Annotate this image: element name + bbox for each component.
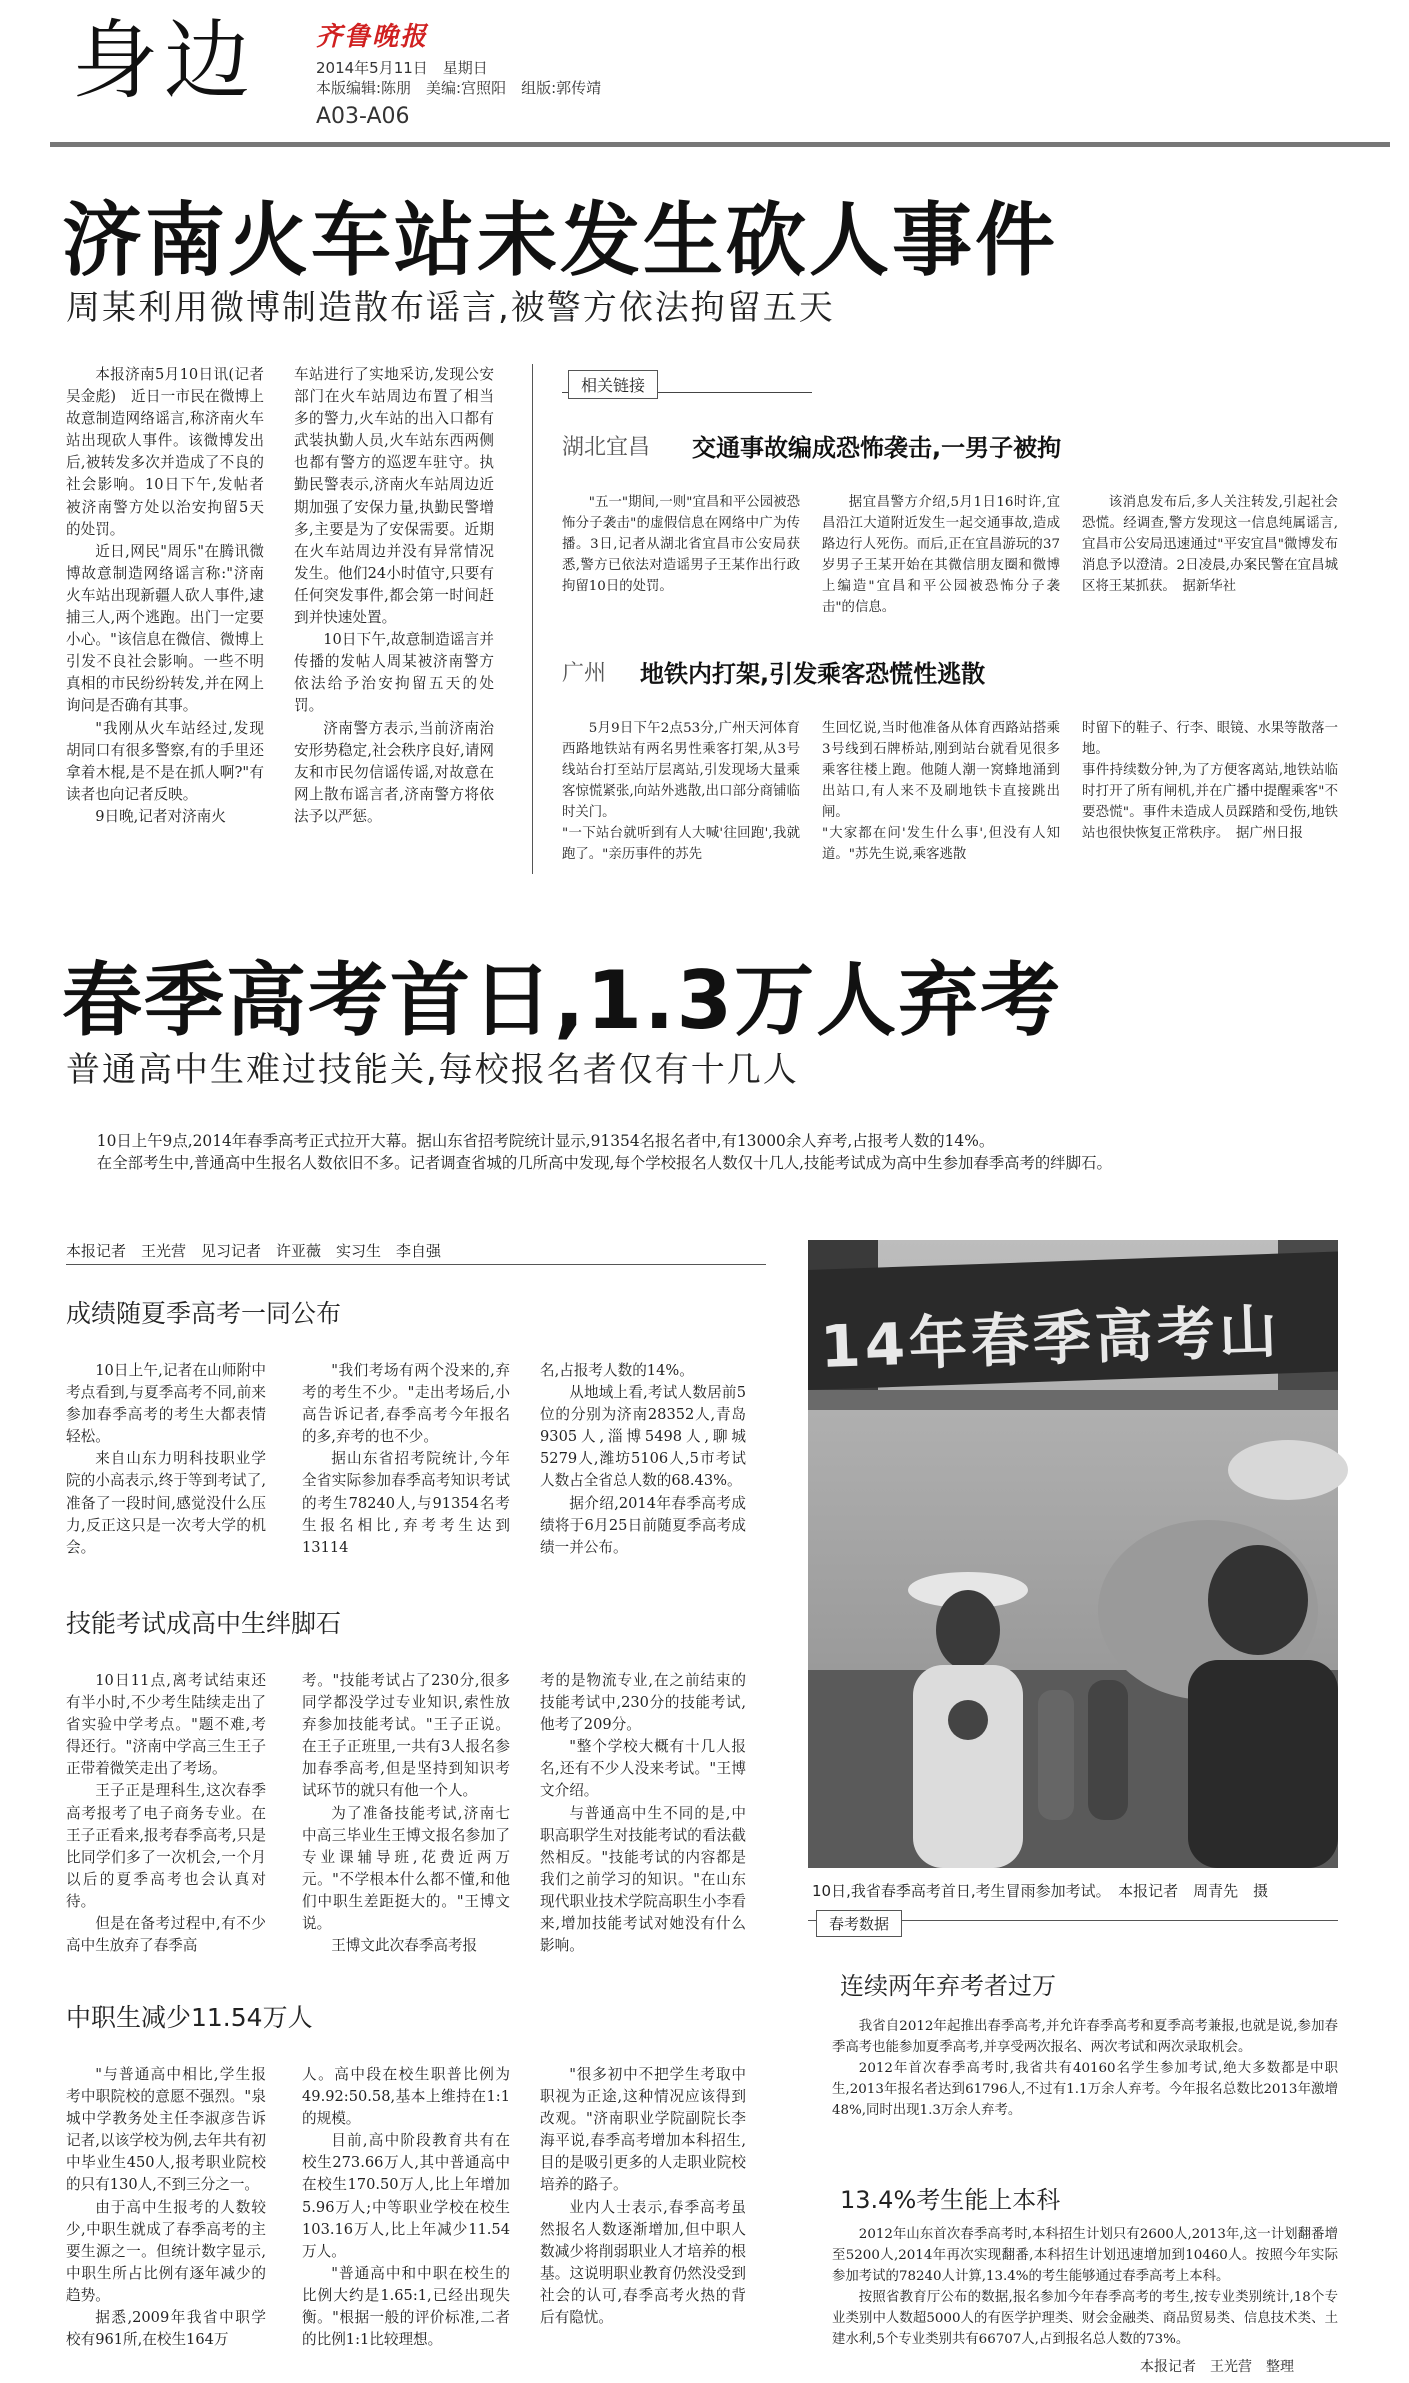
issue-date: 2014年5月11日 星期日 — [316, 59, 488, 77]
paragraph: 10日上午,记者在山师附中考点看到,与夏季高考不同,前来参加春季高考的考生大都表情轻松。 — [66, 1362, 266, 1446]
paragraph: "整个学校大概有十几人报名,还有不少人没来考试。"王博文介绍。 — [540, 1738, 746, 1800]
paragraph: 该消息发布后,多人关注转发,引起社会恐慌。经调查,警方发现这一信息纯属谣言,宜昌市公安局迅速通过"平安宜昌"微博发布消息予以澄清。2日凌晨,办案民警在宜昌城区将王某抓获。 据新华社 — [1082, 495, 1338, 594]
sec3-col-2 — [302, 2064, 510, 2364]
paragraph: 来自山东力明科技职业学院的小高表示,终于等到考试了,准备了一段时间,感觉没什么压力,反正这只是一次考大学的机会。 — [66, 1450, 266, 1556]
story1-subhead: 周某利用微博制造散布谣言,被警方依法拘留五天 — [66, 288, 835, 328]
paragraph: 9日晚,记者对济南火 — [95, 807, 226, 825]
related1-place: 湖北宜昌 — [562, 435, 651, 460]
paragraph: 时留下的鞋子、行李、眼镜、水果等散落一地。 事件持续数分钟,为了方便客离站,地铁站临时打开了所有闸机,并在广播中提醒乘客"不要恐慌"。事件未造成人员踩踏和受伤,地铁站也很快恢复正常秩序。 据广州日报 — [1082, 721, 1338, 841]
sidebar-sec1-title: 连续两年弃考者过万 — [840, 1972, 1056, 2000]
paragraph: 业内人士表示,春季高考虽然报名人数逐渐增加,但中职人数减少将削弱职业人才培养的根基。这说明职业教育仍然没受到社会的认可,春季高考火热的背后有隐忧。 — [540, 2198, 746, 2327]
related2-col-1 — [562, 718, 800, 870]
related1-col-2 — [822, 492, 1060, 624]
paragraph: 名,占报考人数的14%。 — [540, 1362, 694, 1379]
paragraph: 为了准备技能考试,济南七中高三毕业生王博文报名参加了专业课辅导班,花费近两万元。"不学根本什么都不懂,和他们中职生差距挺大的。"王博文说。 — [302, 1804, 510, 1933]
paragraph: 据山东省招考院统计,今年全省实际参加春季高考知识考试的考生78240人,与91354名考生报名相比,弃考考生达到13114 — [302, 1450, 510, 1556]
paragraph: 从地域上看,考试人数居前5位的分别为济南28352人,青岛9305人,淄博5498人,聊城5279人,潍坊5106人,5市考试人数占全省总人数的68.43%。 — [540, 1384, 746, 1490]
paragraph: 考的是物流专业,在之前结束的技能考试中,230分的技能考试,他考了209分。 — [540, 1672, 746, 1734]
paragraph: 王子正是理科生,这次春季高考报考了电子商务专业。在王子正看来,报考春季高考,只是比同学们多了一次机会,一个月以后的夏季高考也会认真对待。 — [66, 1782, 266, 1910]
sec3-col-3 — [540, 2064, 746, 2364]
related2-col-2 — [822, 718, 1060, 870]
paragraph: 人。高中段在校生职普比例为49.92:50.58,基本上维持在1:1的规模。 — [302, 2066, 510, 2128]
sec2-col-1 — [66, 1670, 266, 1970]
related-label: 相关链接 — [568, 370, 658, 399]
related1-title: 交通事故编成恐怖袭击,一男子被拘 — [692, 434, 1062, 462]
sec1-col-2 — [302, 1360, 510, 1582]
editor-credits: 本版编辑:陈朋 美编:宫照阳 组版:郭传靖 — [316, 79, 602, 97]
byline-rule — [66, 1264, 766, 1265]
sec1-col-3 — [540, 1360, 746, 1582]
paragraph: 据宜昌警方介绍,5月1日16时许,宜昌沿江大道附近发生一起交通事故,造成路边行人死伤。而后,正在宜昌游玩的37岁男子王某开始在其微信朋友圈和微博上编造"宜昌和平公园被恐怖分子袭击"的信息。 — [822, 495, 1060, 615]
sidebar-byline: 本报记者 王光营 整理 — [1140, 2359, 1294, 2375]
page-range: A03-A06 — [316, 104, 410, 129]
paragraph: 由于高中生报考的人数较少,中职生就成了春季高考的主要生源之一。但统计数字显示,中职生所占比例有逐年减少的趋势。 — [66, 2198, 266, 2304]
paragraph: 济南警方表示,当前济南治安形势稳定,社会秩序良好,请网友和市民勿信谣传谣,对故意在网上散布谣言者,济南警方将依法予以严惩。 — [294, 719, 494, 825]
paragraph: 10日11点,离考试结束还有半小时,不少考生陆续走出了省实验中学考点。"题不难,考得还行。"济南中学高三生王子正带着微笑走出了考场。 — [66, 1672, 266, 1778]
related2-col-3 — [1082, 718, 1338, 870]
paragraph: 我省自2012年起推出春季高考,并允许春季高考和夏季高考兼报,也就是说,参加春季高考也能参加夏季高考,并享受两次报名、两次考试和两次录取机会。 — [832, 2019, 1338, 2055]
related1-col-1 — [562, 492, 800, 624]
related2-place: 广州 — [562, 661, 607, 686]
paragraph: 近日,网民"周乐"在腾讯微博故意制造网络谣言称:"济南火车站出现新疆人砍人事件,逮捕三人,两个逃跑。出门一定要小心。"该信息在微信、微博上引发不良社会影响。一些不明真相的市民纷纷转发,并在网上询问是否确有其事。 — [66, 542, 264, 715]
story2-subhead: 普通高中生难过技能关,每校报名者仅有十几人 — [66, 1050, 799, 1090]
paragraph: "我刚从火车站经过,发现胡同口有很多警察,有的手里还拿着木棍,是不是在抓人啊?"有读者也向记者反映。 — [66, 719, 264, 803]
paragraph: 10日下午,故意制造谣言并传播的发帖人周某被济南警方依法给予治安拘留五天的处罚。 — [294, 631, 494, 715]
masthead-rule — [50, 142, 1390, 147]
paragraph: 车站进行了实地采访,发现公安部门在火车站周边布置了相当多的警力,火车站的出入口都有武装执勤人员,火车站东西两侧也都有警方的巡逻车驻守。执勤民警表示,济南火车站周边近期加强了安保力量,执勤民警增多,主要是为了安保需要。近期在火车站周边并没有异常情况发生。他们24小时值守,只要有任何突发事件,都会第一时间赶到并快速处置。 — [294, 366, 494, 627]
paragraph: "普通高中和中职在校生的比例大约是1.65:1,已经出现失衡。"根据一般的评价标准,二者的比例1:1比较理想。 — [302, 2264, 510, 2349]
paragraph: 据介绍,2014年春季高考成绩将于6月25日前随夏季高考成绩一并公布。 — [540, 1494, 746, 1556]
related1-col-3 — [1082, 492, 1338, 624]
paragraph: 5月9日下午2点53分,广州天河体育西路地铁站有两名男性乘客打架,从3号线站台打至站厅层离站,引发现场大量乘客惊慌紧张,向站外逃散,出口部分商铺临时关门。 "一下站台就听到有人大喊'往回跑',我就跑了。"亲历事件的苏先 — [562, 721, 800, 862]
paragraph: 但是在备考过程中,有不少高中生放弃了春季高 — [66, 1915, 266, 1955]
paragraph: 2012年山东首次春季高考时,本科招生计划只有2600人,2013年,这一计划翻番增至5200人,2014年再次实现翻番,本科招生计划迅速增加到10460人。按照今年实际参加考试的78240人计算,13.4%的考生能够通过春季高考上本科。 — [832, 2227, 1338, 2284]
story1-headline: 济南火车站未发生砍人事件 — [62, 194, 1058, 287]
sec1-title: 成绩随夏季高考一同公布 — [66, 1299, 342, 1328]
sidebar-sec1-body — [832, 2016, 1338, 2182]
story2-lead — [66, 1130, 1216, 1174]
paragraph: "我们考场有两个没来的,弃考的考生不少。"走出考场后,小高告诉记者,春季高考今年报名的多,弃考的也不少。 — [302, 1362, 510, 1446]
masthead-meta — [316, 58, 601, 98]
paper-logo: 齐鲁晚报 — [316, 22, 429, 52]
paragraph: 据悉,2009年我省中职学校有961所,在校生164万 — [66, 2309, 266, 2349]
story2-byline: 本报记者 王光营 见习记者 许亚薇 实习生 李自强 — [66, 1242, 442, 1260]
column-divider — [532, 364, 533, 874]
paragraph: "与普通高中相比,学生报考中职院校的意愿不强烈。"泉城中学教务处主任李淑彦告诉记者,以该学校为例,去年共有初中毕业生450人,报考职业院校的只有130人,不到三分之一。 — [66, 2066, 266, 2194]
sec3-title: 中职生减少11.54万人 — [66, 2003, 313, 2032]
story1-col-1 — [66, 364, 279, 874]
photo-caption: 10日,我省春季高考首日,考生冒雨参加考试。 本报记者 周青先 摄 — [812, 1882, 1269, 1900]
sec3-col-1 — [66, 2064, 266, 2364]
sidebar-sec2-body — [832, 2224, 1338, 2354]
paragraph: 本报济南5月10日讯(记者 吴金彪) 近日一市民在微博上故意制造网络谣言,称济南火车站出现砍人事件。该微博发出后,被转发多次并造成了不良的社会影响。10日下午,发帖者被济南警方处以治安拘留5天的处罚。 — [66, 366, 279, 538]
paragraph: 目前,高中阶段教育共有在校生273.66万人,其中普通高中在校生170.50万人,比上年增加5.96万人;中等职业学校在校生103.16万人,比上年减少11.54万人。 — [302, 2132, 510, 2260]
related2-title: 地铁内打架,引发乘客恐慌性逃散 — [640, 660, 986, 688]
paragraph: 10日上午9点,2014年春季高考正式拉开大幕。据山东省招考院统计显示,91354名报名者中,有13000余人弃考,占报考人数的14%。 — [96, 1132, 995, 1150]
photo-banner-text: 14年春季高考山 — [819, 1296, 1282, 1382]
section-title: 身边 — [72, 11, 256, 111]
paragraph: 与普通高中生不同的是,中职高职学生对技能考试的看法截然相反。"技能考试的内容都是我们之前学习的知识。"在山东现代职业技术学院高职生小李看来,增加技能考试对她没有什么影响。 — [540, 1804, 746, 1955]
story2-headline: 春季高考首日,1.3万人弃考 — [62, 954, 1063, 1047]
sec2-col-2 — [302, 1670, 510, 1970]
paragraph: 按照省教育厅公布的数据,报名参加今年春季高考的考生,按专业类别统计,18个专业类别中人数超5000人的有医学护理类、财会金融类、商品贸易类、信息技术类、土建水利,5个专业类别共有66707人,占到报名总人数的73%。 — [832, 2290, 1338, 2347]
sec1-col-1 — [66, 1360, 266, 1582]
sidebar-label: 春考数据 — [816, 1910, 902, 1937]
paragraph: "很多初中不把学生考取中职视为正途,这种情况应该得到改观。"济南职业学院副院长李海平说,春季高考增加本科招生,目的是吸引更多的人走职业院校培养的路子。 — [540, 2066, 746, 2194]
paragraph: 生回忆说,当时他准备从体育西路站搭乘3号线到石牌桥站,刚到站台就看见很多乘客往楼上跑。他随人潮一窝蜂地涌到出站口,有人来不及刷地铁卡直接跳出闸。 "大家都在问'发生什么事',但没有人知道。"苏先生说,乘客逃散 — [822, 721, 1060, 862]
paragraph: "五一"期间,一则"宜昌和平公园被恐怖分子袭击"的虚假信息在网络中广为传播。3日,记者从湖北省宜昌市公安局获悉,警方已依法对造谣男子王某作出行政拘留10日的处罚。 — [562, 495, 800, 594]
paragraph: 2012年首次春季高考时,我省共有40160名学生参加考试,绝大多数都是中职生,2013年报名者达到61796人,不过有1.1万余人弃考。今年报名总数比2013年激增48%,同时出现1.3万余人弃考。 — [832, 2061, 1338, 2118]
sidebar-sec2-title: 13.4%考生能上本科 — [840, 2186, 1061, 2214]
sec2-title: 技能考试成高中生绊脚石 — [66, 1609, 342, 1638]
sec2-col-3 — [540, 1670, 746, 1970]
paragraph: 在全部考生中,普通高中生报名人数依旧不多。记者调查省城的几所高中发现,每个学校报名人数仅十几人,技能考试成为高中生参加春季高考的绊脚石。 — [96, 1154, 1112, 1172]
paragraph: 考。"技能考试占了230分,很多同学都没学过专业知识,索性放弃参加技能考试。"王子正说。在王子正班里,一共有3人报名参加春季高考,但是坚持到知识考试环节的就只有他一个人。 — [302, 1672, 510, 1800]
paragraph: 王博文此次春季高考报 — [331, 1937, 478, 1955]
news-photo — [808, 1240, 1338, 1868]
story1-col-2 — [294, 364, 494, 874]
